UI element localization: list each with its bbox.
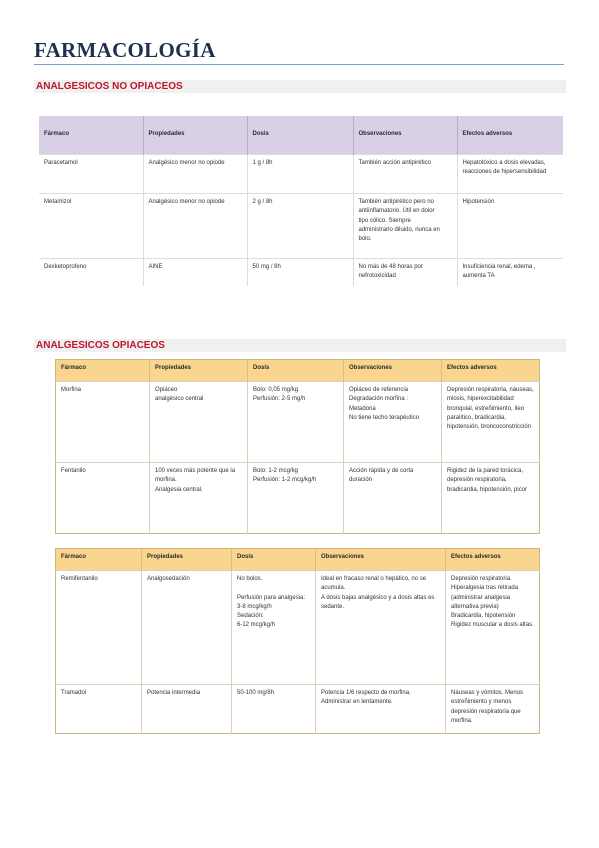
table-row: [56, 382, 540, 463]
cell-farmaco: Fentanilo: [56, 463, 150, 534]
cell-farmaco: Dexketoprofeno: [39, 259, 143, 286]
table-no-opiaceos: [39, 116, 563, 286]
title-divider: [34, 64, 564, 65]
cell-farmaco: Paracetamol: [39, 155, 143, 194]
cell-efectos: Hipotensión: [457, 194, 563, 259]
header-propiedades: Propiedades: [150, 360, 248, 382]
cell-propiedades: Potencia intermedia: [142, 685, 232, 734]
cell-propiedades: AINE: [143, 259, 247, 286]
cell-propiedades: 100 veces más potente que la morfina. Analgesia central.: [150, 463, 248, 534]
cell-farmaco: Metamizol: [39, 194, 143, 259]
table-opiaceos-2: [55, 548, 540, 734]
table-row: [56, 571, 540, 685]
cell-observaciones: También acción antipirético: [353, 155, 457, 194]
cell-observaciones: Opiáceo de referencia Degradación morfina : Metadona No tiene techo terapéutico: [344, 382, 442, 463]
header-efectos: Efectos adversos: [457, 116, 563, 155]
cell-dosis: Bolo: 0,05 mg/kg Perfusión: 2-5 mg/h: [248, 382, 344, 463]
header-farmaco: Fármaco: [56, 360, 150, 382]
header-efectos: Efectos adversos: [446, 549, 540, 571]
cell-efectos: Hepatotóxico a dosis elevadas, reacciones de hipersensibilidad: [457, 155, 563, 194]
table-header-row: [56, 360, 540, 382]
cell-efectos: Rigidez de la pared torácica, depresión respiratoria, bradicardia, hipotensión, picor: [442, 463, 540, 534]
cell-efectos: Depresión respiratoria. Hiperalgesia tras retirada (administrar analgesia alternativa previa) Bradicardia, hipotensión Rigidez muscular a dosis altas.: [446, 571, 540, 685]
cell-dosis: 50 mg / 8h: [247, 259, 353, 286]
cell-observaciones: No más de 48 horas por nefrotoxicidad: [353, 259, 457, 286]
cell-dosis: Bolo: 1-2 mcg/kg Perfusión: 1-2 mcg/kg/h: [248, 463, 344, 534]
header-propiedades: Propiedades: [142, 549, 232, 571]
cell-observaciones: También antipirético pero no antiinflamatorio. Útil en dolor tipo cólico. Siempre administrarlo diluido, nunca en bolo.: [353, 194, 457, 259]
table-row: [56, 685, 540, 734]
cell-farmaco: Tramadol: [56, 685, 142, 734]
cell-propiedades: Opiáceo analgésico central: [150, 382, 248, 463]
header-farmaco: Fármaco: [56, 549, 142, 571]
section-heading-opiaceos: ANALGESICOS OPIACEOS: [34, 339, 566, 352]
cell-farmaco: Remifentanilo: [56, 571, 142, 685]
table-row: [56, 463, 540, 534]
header-dosis: Dosis: [248, 360, 344, 382]
table-row: [39, 155, 563, 194]
table-row: [39, 194, 563, 259]
cell-dosis: No bolos. Perfusión para analgesia: 3-8 mcg/kg/h Sedación: 6-12 mcg/kg/h: [232, 571, 316, 685]
page-title: FARMACOLOGÍA: [34, 38, 216, 62]
header-efectos: Efectos adversos: [442, 360, 540, 382]
header-observaciones: Observaciones: [344, 360, 442, 382]
header-dosis: Dosis: [232, 549, 316, 571]
cell-observaciones: Ideal en fracaso renal o hepático, no se acumula. A dosis bajas analgésico y a dosis altas es sedante.: [316, 571, 446, 685]
header-observaciones: Observaciones: [316, 549, 446, 571]
section-heading-no-opiaceos: ANALGESICOS NO OPIACEOS: [34, 80, 566, 93]
cell-farmaco: Morfina: [56, 382, 150, 463]
header-propiedades: Propiedades: [143, 116, 247, 155]
cell-propiedades: Analgosedación: [142, 571, 232, 685]
cell-dosis: 1 g / 8h: [247, 155, 353, 194]
table-row: [39, 259, 563, 286]
table-header-row: [39, 116, 563, 155]
cell-observaciones: Acción rápida y de corta duración: [344, 463, 442, 534]
table-opiaceos: [55, 359, 540, 534]
cell-efectos: Náuseas y vómitos. Menos estreñimiento y menos depresión respiratoria que morfina.: [446, 685, 540, 734]
cell-dosis: 50-100 mg/8h: [232, 685, 316, 734]
table-header-row: [56, 549, 540, 571]
cell-observaciones: Potencia 1/6 respecto de morfina. Administrar en lentamente.: [316, 685, 446, 734]
cell-propiedades: Analgésico menor no opiode: [143, 155, 247, 194]
cell-efectos: Depresión respiratoria, náuseas, miosis, hiperexcitabilidad bronquial, estreñimiento, íleo paralítico, bradicardia, hipotensión, broncoconstricción: [442, 382, 540, 463]
cell-efectos: Insuficiencia renal, edema , aumenta TA: [457, 259, 563, 286]
header-farmaco: Fármaco: [39, 116, 143, 155]
header-dosis: Dosis: [247, 116, 353, 155]
cell-dosis: 2 g / 8h: [247, 194, 353, 259]
header-observaciones: Observaciones: [353, 116, 457, 155]
cell-propiedades: Analgésico menor no opiode: [143, 194, 247, 259]
